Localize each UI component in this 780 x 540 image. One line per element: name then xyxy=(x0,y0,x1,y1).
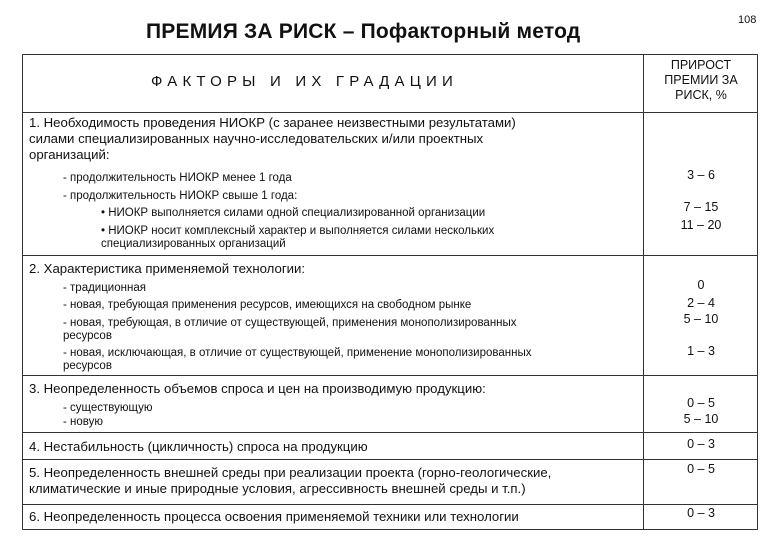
row-3-sub: - новую xyxy=(63,416,104,428)
factor-line: 5. Неопределенность внешней среды при реализации проекта (горно-геологические, xyxy=(29,465,552,480)
factor-line: климатические и иные природные условия, агрессивность внешней среды и т.п.) xyxy=(29,481,526,496)
row-2-factor: 2. Характеристика применяемой технологии: xyxy=(29,261,306,276)
factor-line: 1. Необходимость проведения НИОКР (с заранее неизвестными результатами) xyxy=(29,115,516,130)
factor-line: силами специализированных научно-исследовательских и/или проектных xyxy=(29,131,484,146)
row-2-sub: - новая, требующая, в отличие от существующей, применения монополизированных xyxy=(63,317,517,329)
row-divider xyxy=(23,459,757,460)
row-1-value: 3 – 6 xyxy=(687,168,715,182)
row-divider xyxy=(23,255,757,256)
page-number: 108 xyxy=(738,14,757,26)
row-2-value: 1 – 3 xyxy=(687,344,715,358)
row-6-factor: 6. Неопределенность процесса освоения применяемой техники или технологии xyxy=(29,509,519,524)
row-3-value: 0 – 5 xyxy=(687,396,715,410)
row-divider xyxy=(23,112,757,113)
row-3-factor: 3. Неопределенность объемов спроса и цен на производимую продукцию: xyxy=(29,381,486,396)
row-5-factor xyxy=(29,465,551,497)
row-2-sub: - новая, требующая применения ресурсов, имеющихся на свободном рынке xyxy=(63,299,472,311)
row-3-value: 5 – 10 xyxy=(683,412,719,426)
row-1-factor xyxy=(29,115,516,163)
page-title: ПРЕМИЯ ЗА РИСК – Пофакторный метод xyxy=(146,20,581,43)
row-1-sub: • НИОКР носит комплексный характер и выполняется силами нескольких xyxy=(101,225,495,237)
row-2-sub: ресурсов xyxy=(63,330,112,342)
header-increment-line: ПРИРОСТ xyxy=(670,58,732,72)
row-3-sub: - существующую xyxy=(63,402,153,414)
header-increment xyxy=(643,58,759,103)
row-6-value: 0 – 3 xyxy=(687,506,715,520)
row-4-factor: 4. Нестабильность (цикличность) спроса на продукцию xyxy=(29,439,368,454)
row-2-value: 0 xyxy=(697,278,705,292)
row-5-value: 0 – 5 xyxy=(687,462,715,476)
row-2-sub: - традиционная xyxy=(63,282,146,294)
row-2-sub: - новая, исключающая, в отличие от существующей, применение монополизированных xyxy=(63,347,532,359)
row-1-value: 7 – 15 xyxy=(683,200,719,214)
row-1-value: 11 – 20 xyxy=(680,218,722,232)
row-1-sub: специализированных организаций xyxy=(101,238,286,250)
row-divider xyxy=(23,375,757,376)
row-1-sub: - продолжительность НИОКР менее 1 года xyxy=(63,172,292,184)
row-4-value: 0 – 3 xyxy=(687,437,715,451)
risk-premium-table xyxy=(22,54,758,530)
row-divider xyxy=(23,432,757,433)
row-2-value: 2 – 4 xyxy=(687,296,715,310)
row-1-sub: - продолжительность НИОКР свыше 1 года: xyxy=(63,190,298,202)
row-2-sub: ресурсов xyxy=(63,360,112,372)
header-increment-line: ПРЕМИИ ЗА xyxy=(664,73,738,87)
factor-line: организаций: xyxy=(29,147,110,162)
header-factors: ФАКТОРЫ И ИХ ГРАДАЦИИ xyxy=(151,73,458,90)
row-2-value: 5 – 10 xyxy=(683,312,719,326)
row-1-sub: • НИОКР выполняется силами одной специализированной организации xyxy=(101,207,486,219)
header-increment-line: РИСК, % xyxy=(675,88,727,102)
